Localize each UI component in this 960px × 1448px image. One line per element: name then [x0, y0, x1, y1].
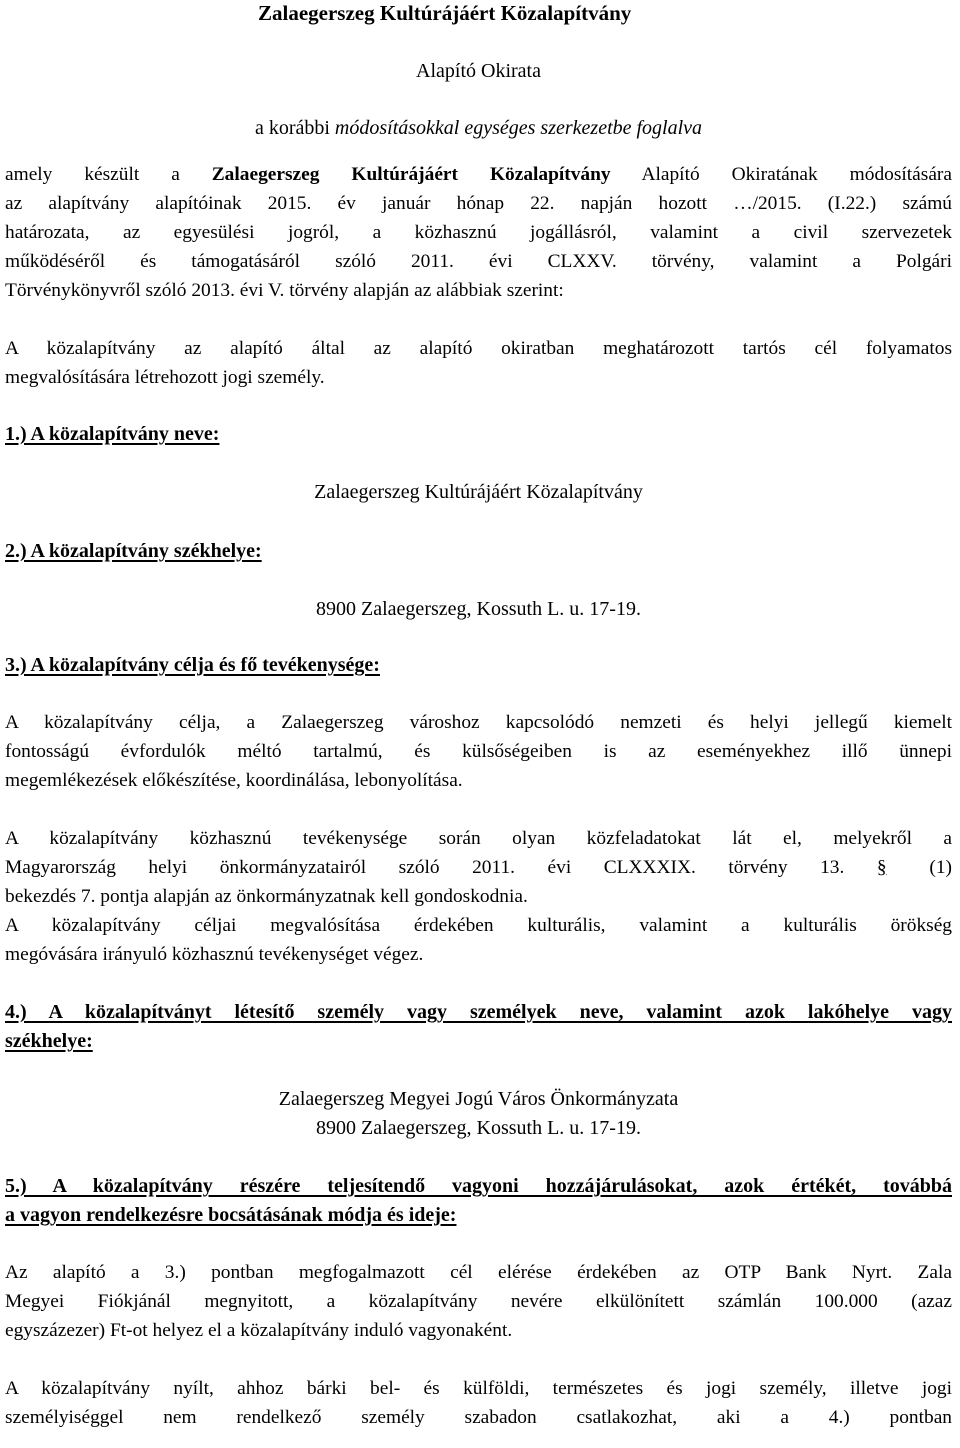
joining-paragraph	[5, 1374, 952, 1432]
purpose-line: fontosságú évfordulók méltó tartalmú, és külsőségeiben is az eseményekhez illő ünnepi	[5, 741, 952, 762]
document-subtitle	[5, 114, 952, 143]
public-benefit-paragraph	[5, 824, 952, 969]
public-benefit-line: A közalapítvány céljai megvalósítása érdekében kulturális, valamint a kulturális örökség	[5, 915, 952, 936]
purpose-paragraph	[5, 708, 952, 795]
section-5-heading-line: a vagyon rendelkezésre bocsátásának módja és ideje:	[5, 1204, 457, 1226]
subtitle-italic: módosításokkal egységes szerkezetbe foglalva	[334, 117, 703, 139]
section-5-heading	[5, 1172, 952, 1230]
purpose-line: megemlékezések előkészítése, koordinálása, lebonyolítása.	[5, 770, 463, 791]
headquarters-value: 8900 Zalaegerszeg, Kossuth L. u. 17-19.	[316, 598, 641, 620]
joining-line: személyiséggel nem rendelkező személy szabadon csatlakozhat, aki a 4.) pontban	[5, 1407, 952, 1428]
public-benefit-line	[5, 853, 952, 882]
intro-line: Törvénykönyvről szóló 2013. évi V. törvény alapján az alábbiak szerint:	[5, 280, 564, 301]
public-benefit-line: bekezdés 7. pontja alapján az önkormányzatnak kell gondoskodnia.	[5, 886, 528, 907]
joining-line: A közalapítvány nyílt, ahhoz bárki bel- és külföldi, természetes és jogi személy, illetve jogi	[5, 1378, 952, 1399]
subtitle-prefix: a korábbi	[254, 117, 335, 139]
founder-block	[5, 1085, 952, 1143]
section-3-heading: 3.) A közalapítvány célja és fő tevékenysége:	[5, 654, 380, 676]
public-benefit-line: A közalapítvány közhasznú tevékenysége során olyan közfeladatokat lát el, melyekről a	[5, 828, 952, 849]
intro-text: Alapító Okiratának módosítására	[610, 164, 952, 185]
endowment-line: Az alapító a 3.) pontban megfogalmazott cél elérése érdekében az OTP Bank Nyrt. Zala	[5, 1262, 952, 1283]
section-2-heading: 2.) A közalapítvány székhelye:	[5, 540, 262, 562]
section-4-heading-line: 4.) A közalapítványt létesítő személy vagy személyek neve, valamint azok lakóhelye vagy	[5, 1001, 952, 1023]
endowment-paragraph	[5, 1258, 952, 1345]
section-1-heading: 1.) A közalapítvány neve:	[5, 423, 220, 445]
definition-line: megvalósítására létrehozott jogi személy.	[5, 367, 325, 388]
section-sign: §	[876, 857, 887, 878]
intro-line: működéséről és támogatásáról szóló 2011. évi CLXXV. törvény, valamint a Polgári	[5, 251, 952, 272]
intro-line	[5, 160, 952, 189]
document-type: Alapító Okirata	[416, 60, 541, 82]
foundation-name-bold: Zalaegerszeg Kultúrájáért Közalapítvány	[211, 164, 611, 185]
section-4-heading	[5, 998, 952, 1056]
definition-line: A közalapítvány az alapító által az alapító okiratban meghatározott tartós cél folyamatos	[5, 338, 952, 359]
definition-paragraph	[5, 334, 952, 392]
intro-line: az alapítvány alapítóinak 2015. év január hónap 22. napján hozott …/2015. (I.22.) számú	[5, 193, 952, 214]
public-benefit-line: megóvására irányuló közhasznú tevékenységet végez.	[5, 944, 424, 965]
founder-address: 8900 Zalaegerszeg, Kossuth L. u. 17-19.	[316, 1117, 641, 1139]
section-5-heading-line: 5.) A közalapítvány részére teljesítendő vagyoni hozzájárulásokat, azok értékét, továbbá	[5, 1175, 952, 1197]
document-title: Zalaegerszeg Kultúrájáért Közalapítvány	[258, 1, 632, 25]
founder-name: Zalaegerszeg Megyei Jogú Város Önkormányzata	[278, 1088, 679, 1110]
law-reference: Magyarország helyi önkormányzatairól szóló 2011. évi CLXXXIX. törvény 13.	[5, 857, 845, 878]
intro-line: határozata, az egyesülési jogról, a közhasznú jogállásról, valamint a civil szervezetek	[5, 222, 952, 243]
paragraph-number: (1)	[929, 857, 952, 878]
intro-text: amely készült a	[5, 164, 212, 185]
foundation-name-value: Zalaegerszeg Kultúrájáért Közalapítvány	[314, 481, 643, 503]
intro-paragraph	[5, 160, 952, 305]
endowment-line: Megyei Fiókjánál megnyitott, a közalapítvány nevére elkülönített számlán 100.000 (azaz	[5, 1291, 952, 1312]
endowment-line: egyszázezer) Ft-ot helyez el a közalapítvány induló vagyonaként.	[5, 1320, 513, 1341]
section-4-heading-line: székhelye:	[5, 1030, 93, 1052]
purpose-line: A közalapítvány célja, a Zalaegerszeg városhoz kapcsolódó nemzeti és helyi jellegű kiemelt	[5, 712, 952, 733]
